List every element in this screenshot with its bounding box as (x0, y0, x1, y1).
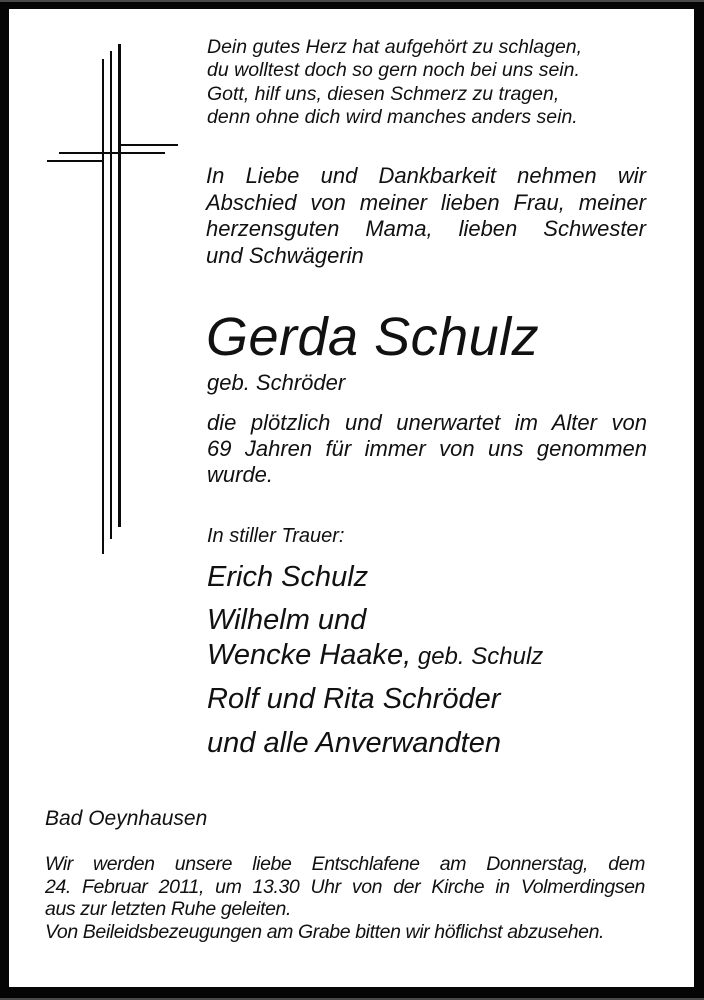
maiden-name: geb. Schröder (207, 370, 346, 395)
description-line: die plötzlich und unerwartet im Alter von (207, 410, 647, 435)
cross-vertical-line-1 (102, 59, 104, 554)
cross-vertical-line-2 (110, 51, 112, 539)
poem-line: denn ohne dich wird manches anders sein. (207, 105, 578, 128)
mourner-name: Wilhelm und (207, 604, 367, 636)
mourning-label: In stiller Trauer: (207, 525, 345, 547)
poem-line: Gott, hilf uns, diesen Schmerz zu tragen, (207, 82, 560, 105)
farewell-intro (206, 163, 646, 269)
poem (207, 36, 582, 129)
cross-horizontal-line-3 (47, 160, 104, 162)
mourner-entry (207, 560, 368, 594)
intro-line: In Liebe und Dankbarkeit nehmen wir (206, 163, 646, 188)
description-line: wurde. (207, 462, 274, 487)
cross-horizontal-line-1 (119, 144, 178, 146)
mourner-name: Wencke Haake, (207, 639, 412, 671)
funeral-details (45, 853, 645, 943)
funeral-line: Wir werden unsere liebe Entschlafene am Donnerstag, dem (45, 853, 645, 875)
deceased-name: Gerda Schulz (206, 307, 540, 367)
funeral-line: 24. Februar 2011, um 13.30 Uhr von der Kirche in Volmerdingsen (45, 875, 645, 898)
mourner-entry (207, 682, 500, 716)
intro-line: herzensguten Mama, lieben Schwester (206, 216, 646, 241)
intro-line: und Schwägerin (206, 242, 364, 268)
mourner-name: Erich Schulz (207, 561, 369, 593)
cross-horizontal-line-2 (59, 152, 165, 154)
funeral-line: aus zur letzten Ruhe geleiten. (45, 898, 291, 920)
intro-line: Abschied von meiner lieben Frau, meiner (206, 189, 646, 215)
mourner-entry (207, 638, 543, 674)
description-line: 69 Jahren für immer von uns genommen (207, 436, 647, 461)
poem-line: Dein gutes Herz hat aufgehört zu schlagen, (207, 36, 583, 58)
mourner-entry (207, 603, 366, 637)
mourner-name: und alle Anverwandten (207, 727, 501, 759)
mourner-entry (207, 726, 501, 760)
poem-line: du wolltest doch so gern noch bei uns sein. (207, 59, 580, 82)
cross-vertical-line-3 (118, 44, 121, 527)
place-name: Bad Oeynhausen (45, 807, 208, 830)
mourner-name: Rolf und Rita Schröder (207, 683, 501, 715)
mourner-maiden-name: geb. Schulz (411, 643, 544, 670)
funeral-line: Von Beileidsbezeugungen am Grabe bitten wir höflichst abzusehen. (45, 920, 605, 943)
death-description (207, 410, 647, 488)
